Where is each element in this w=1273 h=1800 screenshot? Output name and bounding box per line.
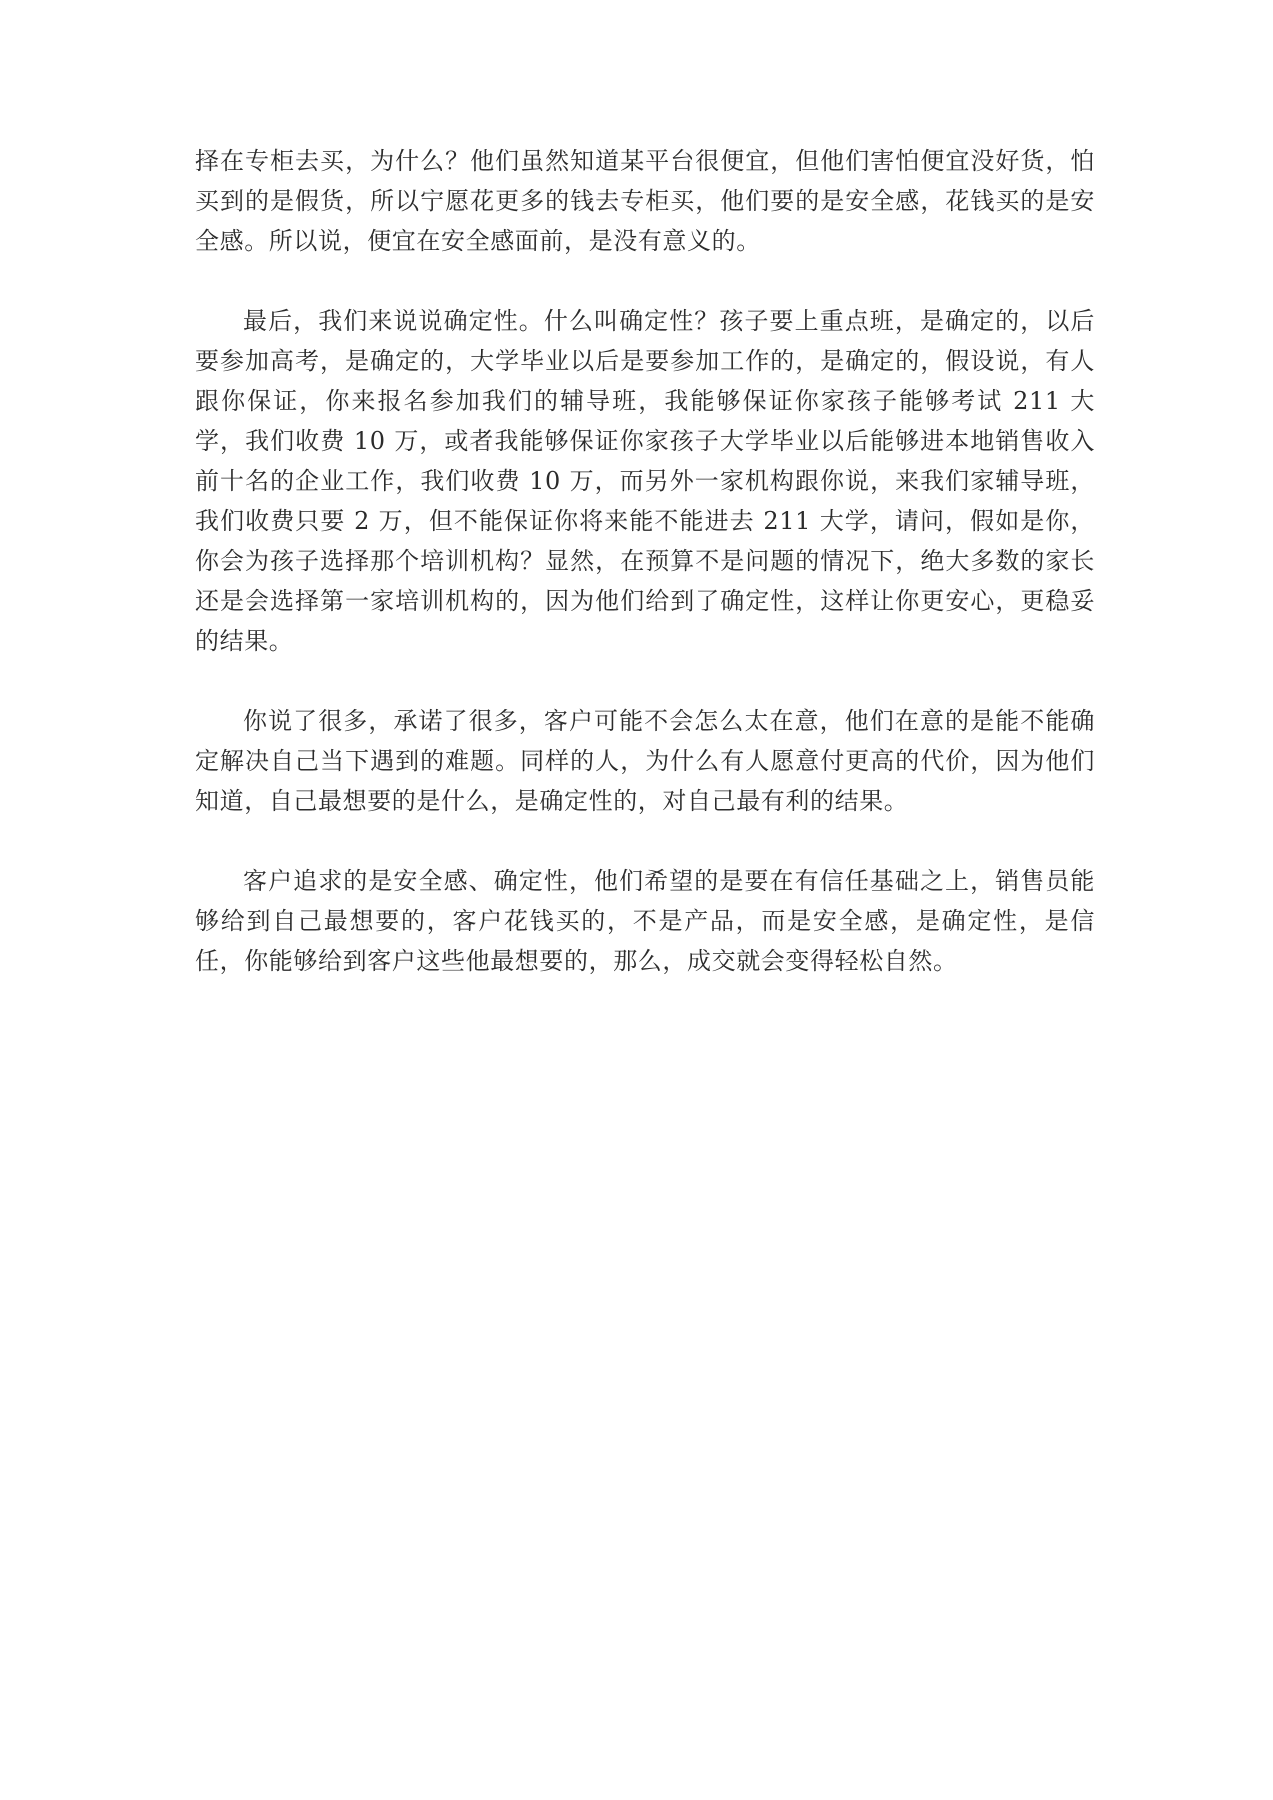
document-body bbox=[195, 141, 1095, 981]
paragraph-certainty: 最后，我们来说说确定性。什么叫确定性？孩子要上重点班，是确定的，以后要参加高考，是确定的，大学毕业以后是要参加工作的，是确定的，假设说，有人跟你保证，你来报名参加我们的辅导班，我能够保证你家孩子能够考试 211 大学，我们收费 10 万，或者我能够保证你家孩子大学毕业以后能够进本地销售收入前十名的企业工作，我们收费 10 万，而另外一家机构跟你说，来我们家辅导班，我们收费只要 2 万，但不能保证你将来能不能进去 211 大学，请问，假如是你，你会为孩子选择那个培训机构？显然，在预算不是问题的情况下，绝大多数的家长还是会选择第一家培训机构的，因为他们给到了确定性，这样让你更安心，更稳妥的结果。 bbox=[195, 307, 1095, 655]
paragraph-continuation: 择在专柜去买，为什么？他们虽然知道某平台很便宜，但他们害怕便宜没好货，怕买到的是假货，所以宁愿花更多的钱去专柜买，他们要的是安全感，花钱买的是安全感。所以说，便宜在安全感面前，是没有意义的。 bbox=[195, 147, 1095, 255]
paragraph-conclusion: 客户追求的是安全感、确定性，他们希望的是要在有信任基础之上，销售员能够给到自己最想要的，客户花钱买的，不是产品，而是安全感，是确定性，是信任，你能够给到客户这些他最想要的，那么，成交就会变得轻松自然。 bbox=[195, 867, 1095, 975]
paragraph-promises: 你说了很多，承诺了很多，客户可能不会怎么太在意，他们在意的是能不能确定解决自己当下遇到的难题。同样的人，为什么有人愿意付更高的代价，因为他们知道，自己最想要的是什么，是确定性的，对自己最有利的结果。 bbox=[195, 707, 1095, 815]
